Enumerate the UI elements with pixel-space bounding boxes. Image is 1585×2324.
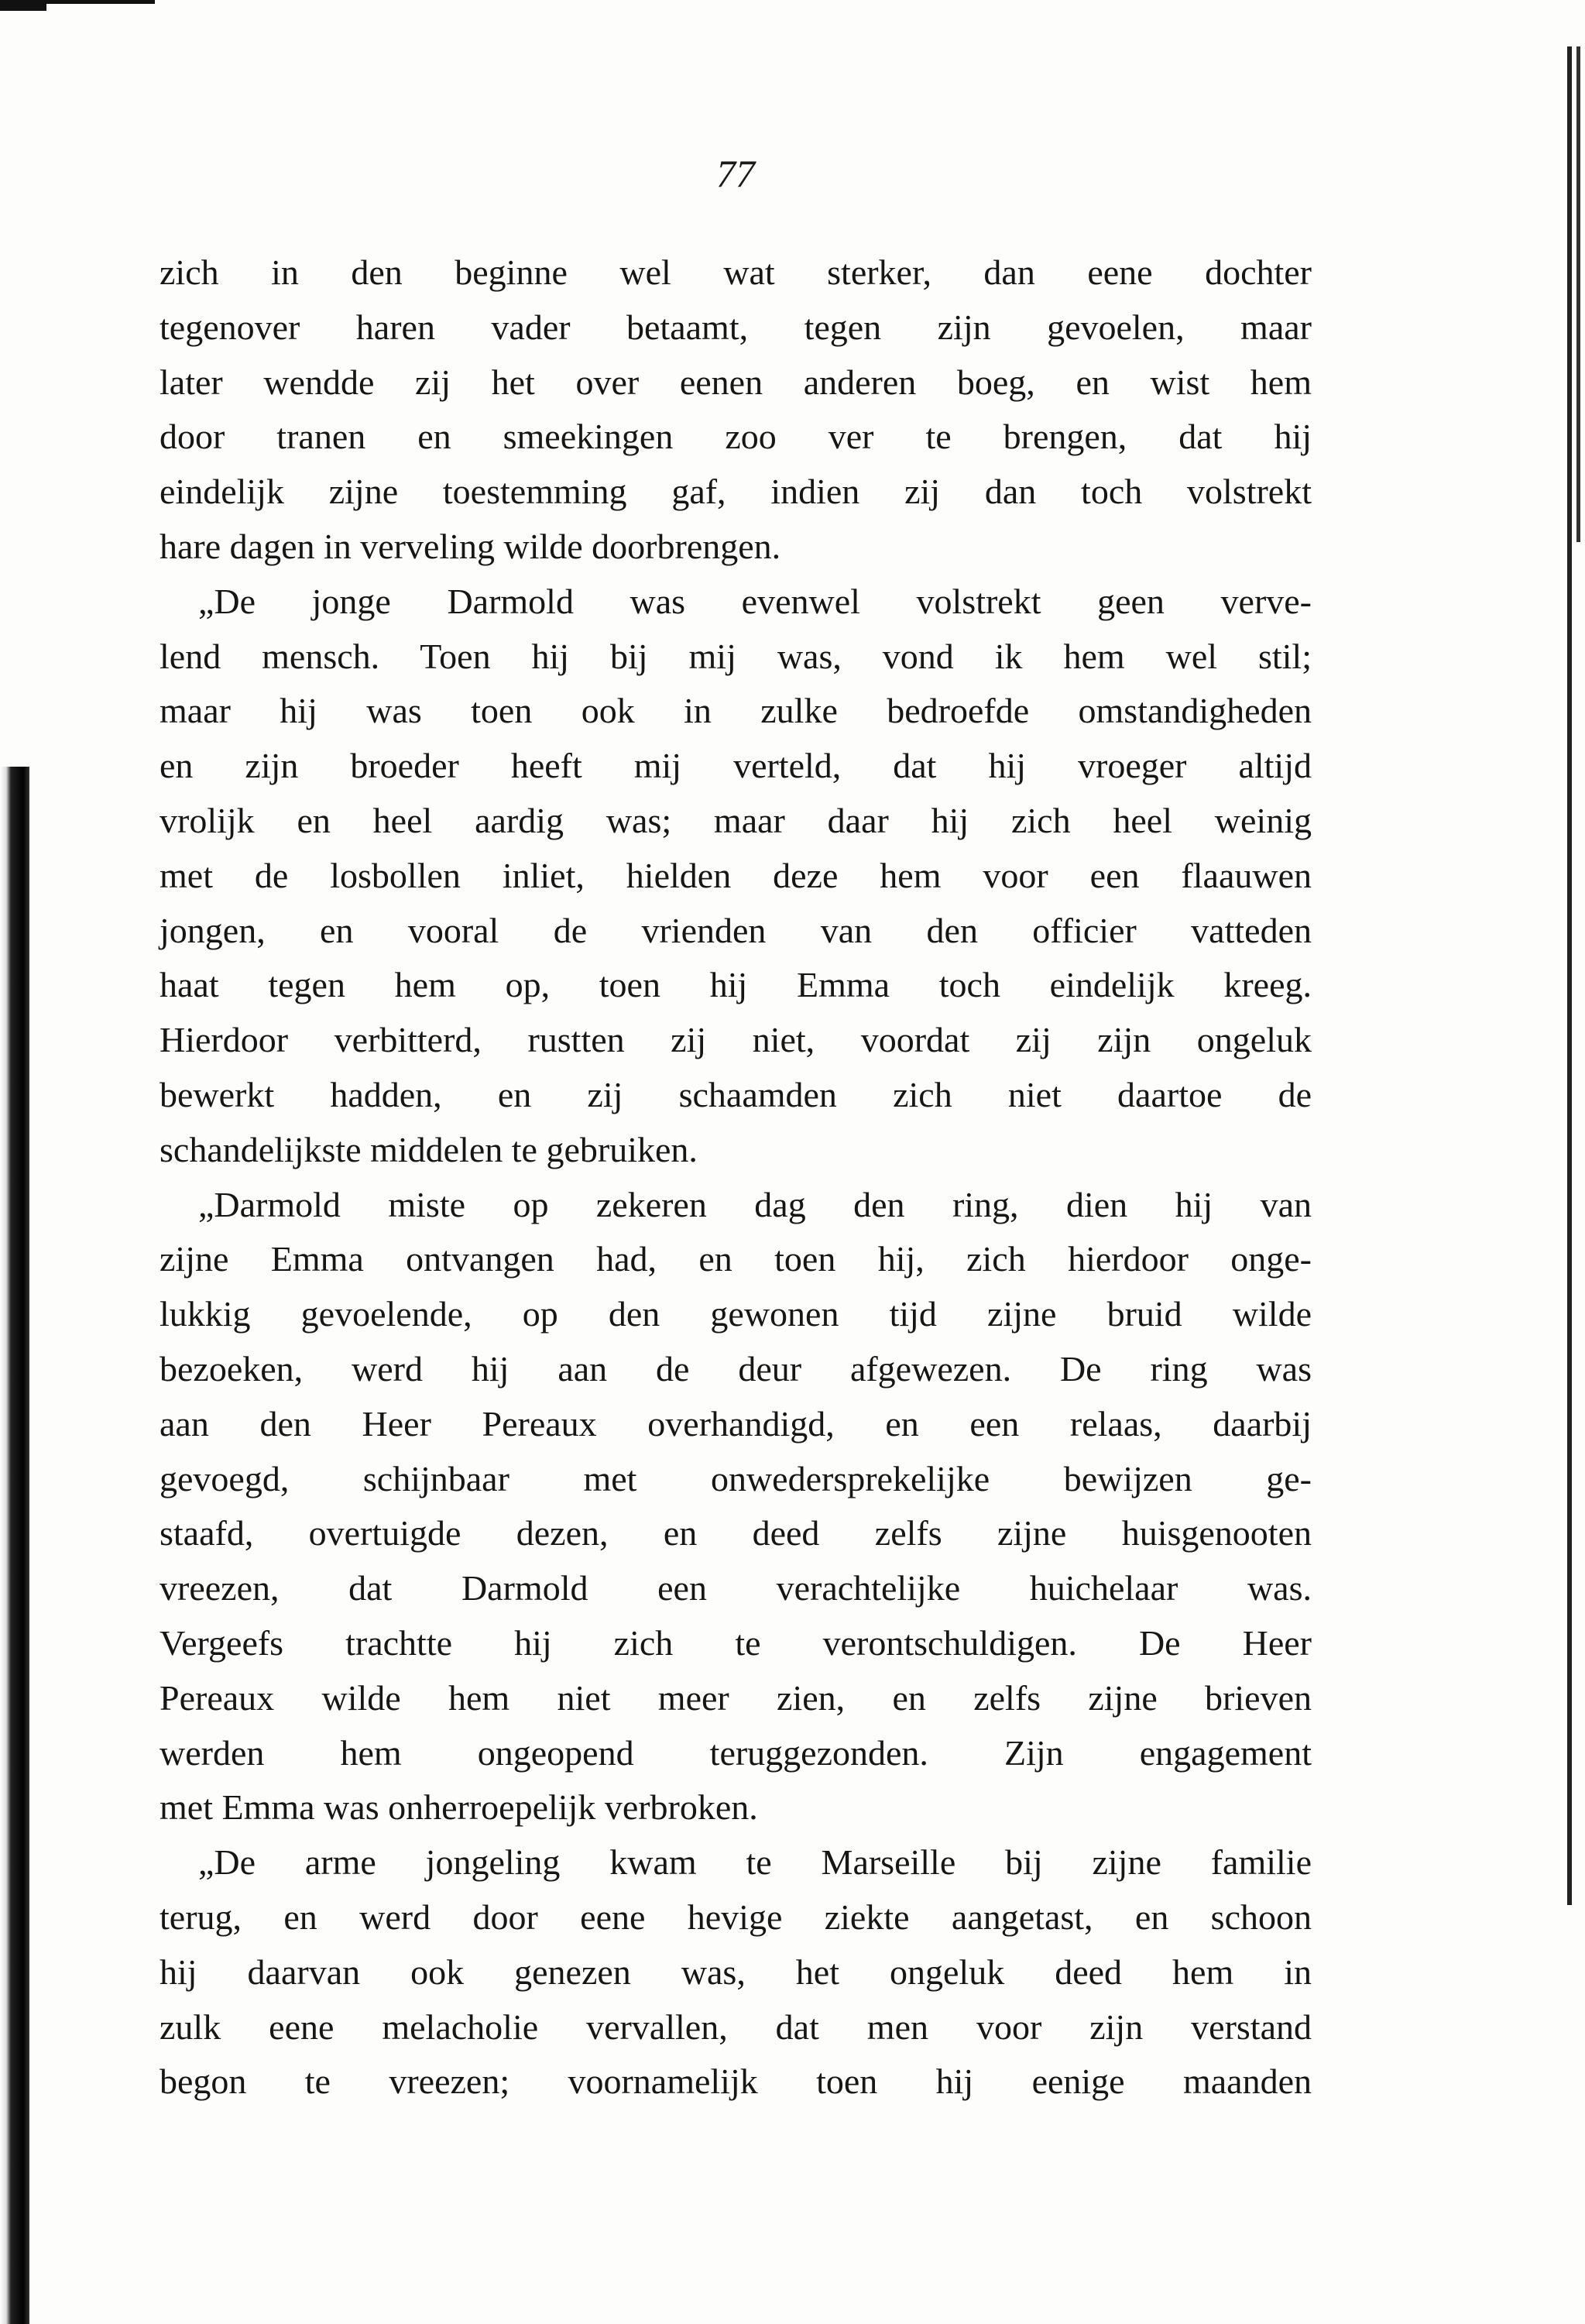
text-line: zijne Emma ontvangen had, en toen hij, zich hierdoor onge- xyxy=(160,1239,1312,1279)
text-line: hij daarvan ook genezen was, het ongeluk deed hem in xyxy=(160,1952,1312,1992)
text-line: vreezen, dat Darmold een verachtelijke huichelaar was. xyxy=(160,1568,1312,1608)
text-line: staafd, overtuigde dezen, en deed zelfs zijne huisgenooten xyxy=(160,1513,1312,1553)
text-line: terug, en werd door eene hevige ziekte aangetast, en schoon xyxy=(160,1897,1312,1937)
scan-right-edge-inner xyxy=(1576,46,1580,542)
text-line: eindelijk zijne toestemming gaf, indien zij dan toch volstrekt xyxy=(160,472,1312,512)
text-line: Vergeefs trachtte hij zich te verontschuldigen. De Heer xyxy=(160,1622,1312,1663)
text-line: met Emma was onherroepelijk verbroken. xyxy=(160,1787,758,1828)
text-line: vrolijk en heel aardig was; maar daar hij zich heel weinig xyxy=(160,800,1312,840)
text-line: en zijn broeder heeft mij verteld, dat hij vroeger altijd xyxy=(160,746,1312,786)
text-line: haat tegen hem op, toen hij Emma toch eindelijk kreeg. xyxy=(160,965,1312,1005)
text-line: werden hem ongeopend teruggezonden. Zijn engagement xyxy=(160,1732,1312,1773)
text-line: maar hij was toen ook in zulke bedroefde omstandigheden xyxy=(160,691,1312,731)
text-line: bewerkt hadden, en zij schaamden zich niet daartoe de xyxy=(160,1074,1312,1114)
scan-right-edge xyxy=(1567,46,1572,1905)
text-line: Hierdoor verbitterd, rustten zij niet, voordat zij zijn ongeluk xyxy=(160,1020,1312,1060)
text-line: zulk eene melacholie vervallen, dat men voor zijn verstand xyxy=(160,2006,1312,2047)
text-line: tegenover haren vader betaamt, tegen zijn gevoelen, maar xyxy=(160,307,1312,347)
page-number: 77 xyxy=(716,152,755,195)
body-text xyxy=(160,245,1312,2109)
text-line: door tranen en smeekingen zoo ver te brengen, dat hij xyxy=(160,417,1312,457)
text-line: later wendde zij het over eenen anderen boeg, en wist hem xyxy=(160,362,1312,402)
text-line: jongen, en vooral de vrienden van den officier vatteden xyxy=(160,910,1312,950)
text-line: begon te vreezen; voornamelijk toen hij eenige maanden xyxy=(160,2061,1312,2102)
scan-left-edge xyxy=(0,767,29,2324)
text-line: hare dagen in verveling wilde doorbrengen. xyxy=(160,526,781,566)
text-line: „De arme jongeling kwam te Marseille bij zijne familie xyxy=(198,1842,1312,1883)
text-line: aan den Heer Pereaux overhandigd, en een relaas, daarbij xyxy=(160,1403,1312,1443)
text-line: lukkig gevoelende, op den gewonen tijd zijne bruid wilde xyxy=(160,1294,1312,1334)
text-line: zich in den beginne wel wat sterker, dan eene dochter xyxy=(160,252,1312,292)
text-line: bezoeken, werd hij aan de deur afgewezen. De ring was xyxy=(160,1348,1312,1389)
text-line: met de losbollen inliet, hielden deze hem voor een flaauwen xyxy=(160,855,1312,895)
text-line: „De jonge Darmold was evenwel volstrekt geen verve- xyxy=(198,581,1312,621)
scan-edge-mark xyxy=(0,0,155,8)
text-line: lend mensch. Toen hij bij mij was, vond ik hem wel stil; xyxy=(160,636,1312,676)
text-line: „Darmold miste op zekeren dag den ring, dien hij van xyxy=(198,1184,1312,1224)
text-line: Pereaux wilde hem niet meer zien, en zelfs zijne brieven xyxy=(160,1677,1312,1718)
text-line: schandelijkste middelen te gebruiken. xyxy=(160,1129,698,1169)
text-line: gevoegd, schijnbaar met onwedersprekelijke bewijzen ge- xyxy=(160,1458,1312,1498)
